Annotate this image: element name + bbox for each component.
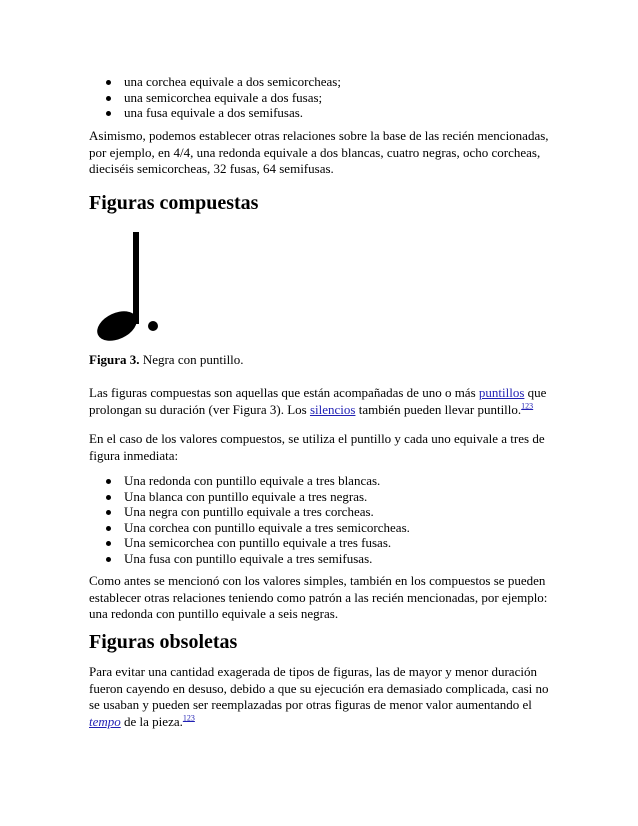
paragraph-figuras-obsoletas — [89, 664, 559, 730]
citation-link[interactable]: 123 — [521, 401, 534, 411]
caption-label: Figura 3. — [89, 352, 140, 367]
list-item: Una corchea con puntillo equivale a tres semicorcheas. — [89, 520, 559, 536]
list-item: una semicorchea equivale a dos fusas; — [89, 90, 559, 106]
dotted-quarter-note-figure — [92, 228, 172, 346]
list-item: Una redonda con puntillo equivale a tres blancas. — [89, 473, 559, 489]
paragraph-figuras-compuestas — [89, 385, 559, 418]
link-tempo[interactable]: tempo — [89, 713, 121, 729]
citation-link[interactable]: 123 — [182, 713, 195, 723]
compound-values-list — [89, 473, 559, 566]
paragraph-relations: Asimismo, podemos establecer otras relaciones sobre la base de las recién mencionadas, por ejemplo, en 4/4, una redonda equivale a dos blancas, cuatro negras, ocho corcheas, dieciséis semicorcheas, 32 fusas, 64 semifusas. — [89, 128, 549, 176]
paragraph-otras-relaciones: Como antes se mencionó con los valores simples, también en los compuestos se pueden establecer otras relaciones teniendo como patrón a las recién mencionadas, por ejemplo: una redonda con puntillo equivale a seis negras. — [89, 573, 548, 621]
list-item: Una negra con puntillo equivale a tres corcheas. — [89, 504, 559, 520]
text: que prolongan su duración (ver Figura 3). Los — [89, 385, 547, 417]
list-item: Una semicorchea con puntillo equivale a tres fusas. — [89, 535, 559, 551]
list-item: Una fusa con puntillo equivale a tres semifusas. — [89, 551, 559, 567]
list-item: una fusa equivale a dos semifusas. — [89, 105, 559, 121]
heading-figuras-obsoletas: Figuras obsoletas — [89, 631, 238, 653]
link-silencios[interactable]: silencios — [309, 401, 356, 417]
paragraph-valores-compuestos: En el caso de los valores compuestos, se utiliza el puntillo y cada uno equivale a tres de figura inmediata: — [89, 431, 545, 463]
text: Para evitar una cantidad exagerada de tipos de figuras, las de mayor y menor duración fueron cayendo en desuso, debido a que su ejecución era demasiado complicada, casi no se usaban y pueden ser reemplazadas por otras figuras de menor valor aumentando el — [89, 664, 549, 712]
text: de la pieza. — [120, 713, 183, 729]
dotted-quarter-note-icon — [92, 228, 172, 346]
heading-figuras-compuestas: Figuras compuestas — [89, 192, 259, 214]
caption-text: Negra con puntillo. — [139, 352, 244, 367]
text: también pueden llevar puntillo. — [355, 401, 522, 417]
text: Las figuras compuestas son aquellas que están acompañadas de uno o más — [89, 385, 479, 400]
link-puntillos[interactable]: puntillos — [478, 385, 525, 400]
list-item: Una blanca con puntillo equivale a tres negras. — [89, 489, 559, 505]
relations-list — [89, 74, 559, 121]
list-item: una corchea equivale a dos semicorcheas; — [89, 74, 559, 90]
figure-caption — [89, 352, 559, 369]
